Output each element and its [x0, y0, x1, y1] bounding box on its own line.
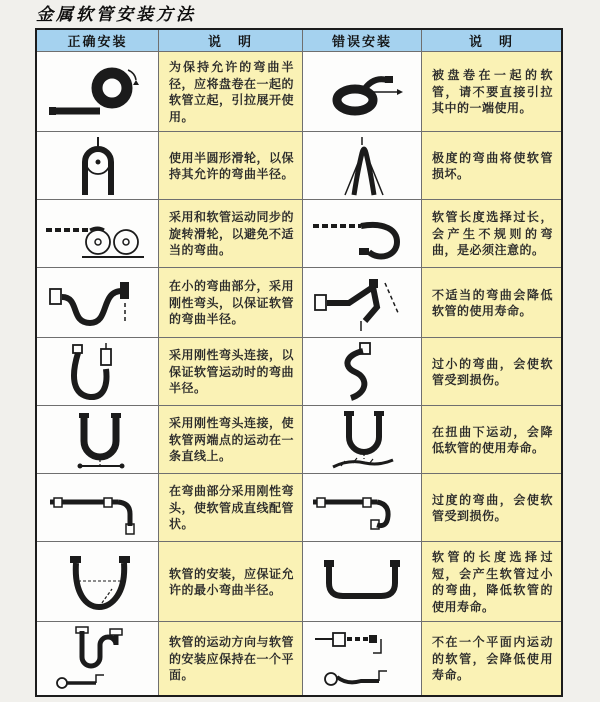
wrong-desc-cell	[422, 338, 561, 405]
correct-image-cell	[37, 474, 159, 541]
header-correct-installation: 正确安装	[37, 30, 159, 51]
rigid-elbow-small-bend-icon	[42, 271, 154, 335]
correct-desc-cell	[159, 268, 303, 337]
wrong-image-cell	[303, 132, 422, 199]
correct-desc-text: 在小的弯曲部分，采用刚性弯头，以保证软管的弯曲半径。	[169, 279, 295, 327]
coiled-hose-pulled-icon	[307, 60, 417, 124]
correct-image-cell	[37, 200, 159, 267]
correct-desc-cell	[159, 474, 303, 541]
overbent-hose-icon	[307, 478, 417, 538]
correct-image-cell	[37, 132, 159, 199]
correct-image-cell	[37, 622, 159, 695]
table-row	[37, 338, 561, 406]
twisted-u-bend-icon	[307, 409, 417, 471]
correct-desc-cell	[159, 132, 303, 199]
correct-desc-text: 采用刚性弯头连接，以保证软管运动时的弯曲半径。	[169, 348, 295, 396]
wrong-desc-cell	[422, 542, 561, 621]
wrong-image-cell	[303, 268, 422, 337]
correct-desc-text: 软管的运动方向与软管的安装应保持在一个平面。	[169, 635, 295, 683]
correct-image-cell	[37, 406, 159, 473]
correct-desc-cell	[159, 52, 303, 131]
multi-plane-motion-icon	[307, 625, 417, 693]
wrong-image-cell	[303, 622, 422, 695]
header-wrong-installation: 错误安装	[303, 30, 422, 51]
wrong-desc-text: 不在一个平面内运动的软管，会降低使用寿命。	[432, 635, 553, 683]
correct-desc-text: 使用半圆形滑轮，以保持其允许的弯曲半径。	[169, 150, 295, 181]
table-row	[37, 268, 561, 338]
wrong-desc-text: 过度的弯曲，会使软管受到损伤。	[432, 492, 553, 523]
wrong-desc-cell	[422, 622, 561, 695]
table-row	[37, 132, 561, 200]
rotating-pulleys-icon	[42, 204, 154, 264]
wrong-image-cell	[303, 406, 422, 473]
correct-desc-cell	[159, 200, 303, 267]
wrong-image-cell	[303, 542, 422, 621]
u-bend-aligned-icon	[42, 409, 154, 471]
wrong-desc-text: 软管长度选择过长，会产生不规则的弯曲，是必须注意的。	[432, 210, 553, 258]
table-row	[37, 542, 561, 622]
improper-bend-icon	[307, 271, 417, 335]
correct-desc-cell	[159, 622, 303, 695]
straight-run-elbow-icon	[42, 478, 154, 538]
table-row	[37, 622, 561, 695]
single-plane-motion-icon	[42, 625, 154, 693]
wrong-desc-text: 被盘卷在一起的软管，请不要直接引拉其中的一端使用。	[432, 68, 553, 116]
wrong-image-cell	[303, 474, 422, 541]
wrong-desc-text: 过小的弯曲，会使软管受到损伤。	[432, 356, 553, 387]
wrong-desc-cell	[422, 200, 561, 267]
table-header-row	[37, 30, 561, 52]
installation-table	[35, 28, 563, 697]
wrong-desc-cell	[422, 268, 561, 337]
table-row	[37, 200, 561, 268]
correct-desc-text: 在弯曲部分采用刚性弯头，使软管成直线配管状。	[169, 484, 295, 532]
too-short-hose-icon	[307, 551, 417, 613]
wrong-image-cell	[303, 338, 422, 405]
too-small-bend-icon	[307, 341, 417, 403]
min-bend-radius-icon	[42, 551, 154, 613]
correct-image-cell	[37, 52, 159, 131]
wrong-desc-text: 极度的弯曲将使软管损坏。	[432, 150, 553, 181]
extreme-bend-icon	[307, 135, 417, 197]
correct-desc-cell	[159, 542, 303, 621]
correct-desc-text: 软管的安装，应保证允许的最小弯曲半径。	[169, 566, 295, 597]
header-explanation-1: 说 明	[159, 30, 303, 51]
table-row	[37, 406, 561, 474]
table-row	[37, 474, 561, 542]
wrong-desc-text: 在扭曲下运动，会降低软管的使用寿命。	[432, 424, 553, 455]
correct-desc-text: 采用和软管运动同步的旋转滑轮，以避免不适当的弯曲。	[169, 210, 295, 258]
wrong-desc-cell	[422, 52, 561, 131]
header-explanation-2: 说 明	[468, 34, 514, 49]
correct-image-cell	[37, 338, 159, 405]
overlong-hose-loop-icon	[307, 204, 417, 264]
wrong-image-cell	[303, 200, 422, 267]
correct-desc-text: 采用刚性弯头连接，使软管两端点的运动在一条直线上。	[169, 416, 295, 464]
correct-desc-cell	[159, 406, 303, 473]
page-title: 金属软管安装方法	[36, 5, 196, 24]
semicircular-pulley-icon	[42, 135, 154, 197]
wrong-desc-cell	[422, 406, 561, 473]
wrong-desc-cell	[422, 132, 561, 199]
rigid-elbow-connection-icon	[42, 341, 154, 403]
wrong-desc-cell	[422, 474, 561, 541]
wrong-image-cell	[303, 52, 422, 131]
wrong-desc-text: 不适当的弯曲会降低软管的使用寿命。	[432, 287, 553, 318]
correct-desc-cell	[159, 338, 303, 405]
wrong-desc-text: 软管的长度选择过短，会产生软管过小的弯曲，降低软管的使用寿命。	[432, 550, 553, 614]
coiled-hose-standing-icon	[42, 60, 154, 124]
correct-image-cell	[37, 542, 159, 621]
table-row	[37, 52, 561, 132]
correct-desc-text: 为保持允许的弯曲半径，应将盘卷在一起的软管立起，引拉展开使用。	[169, 60, 295, 124]
correct-image-cell	[37, 268, 159, 337]
